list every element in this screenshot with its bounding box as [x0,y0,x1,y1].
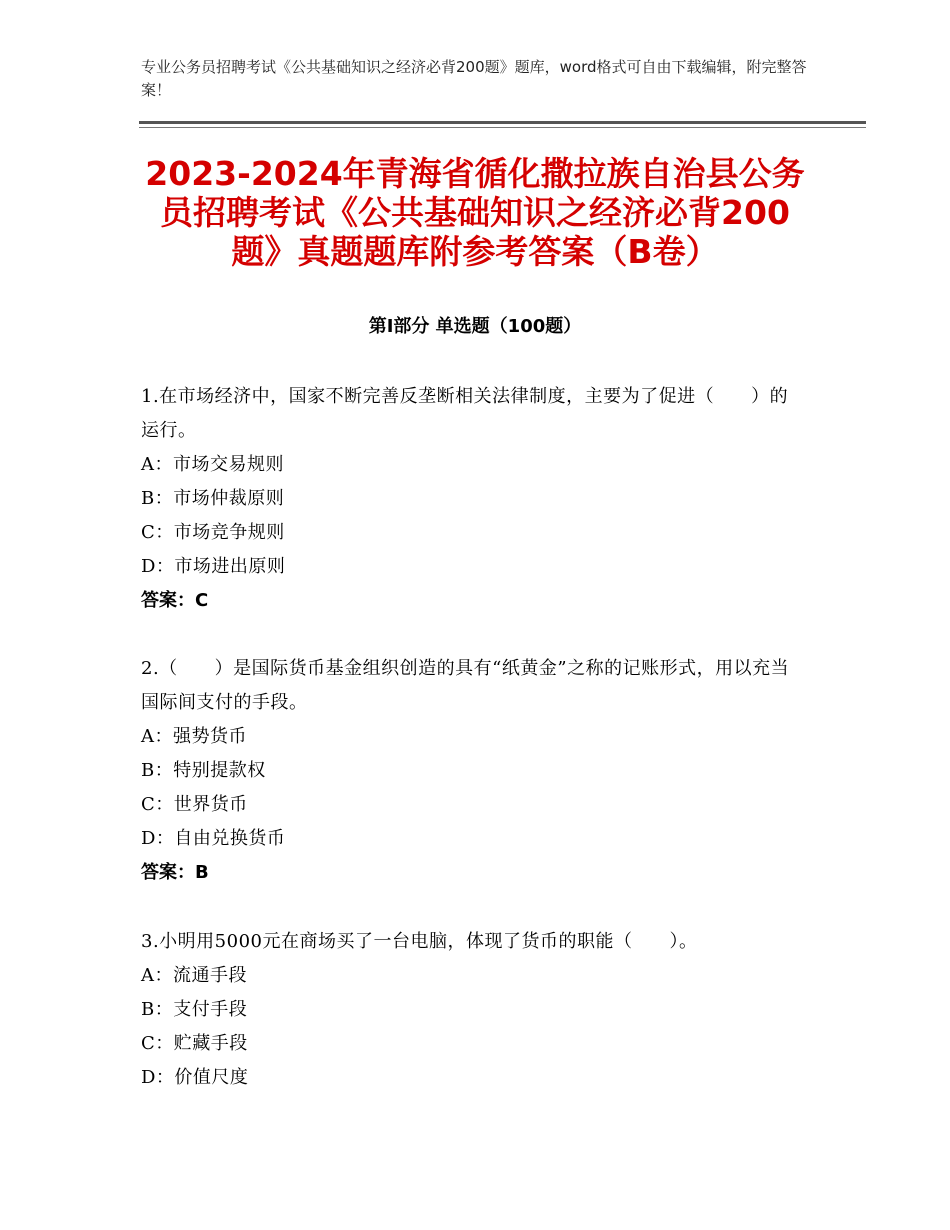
option-d: D：自由兑换货币 [141,828,286,849]
option-b: B：支付手段 [141,999,248,1020]
header-divider [139,121,866,124]
answer: 答案：B [141,862,209,883]
question-2 [141,652,801,890]
option-a: A：市场交易规则 [141,454,284,475]
section-title: 第Ⅰ部分 单选题（100题） [368,316,582,337]
option-c: C：市场竞争规则 [141,522,285,543]
document-header-note: 专业公务员招聘考试《公共基础知识之经济必背200题》题库，word格式可自由下载编辑，附完整答案！ [141,58,807,99]
option-a: A：强势货币 [141,726,247,747]
question-stem: 3.小明用5000元在商场买了一台电脑，体现了货币的职能（ ）。 [141,931,698,952]
question-3 [141,925,801,1095]
question-stem: 1.在市场经济中，国家不断完善反垄断相关法律制度，主要为了促进（ ）的运行。 [141,386,789,441]
question-1 [141,380,801,618]
answer: 答案：C [141,590,209,611]
option-c: C：贮藏手段 [141,1033,248,1054]
option-c: C：世界货币 [141,794,248,815]
option-d: D：市场进出原则 [141,556,286,577]
option-b: B：市场仲裁原则 [141,488,285,509]
question-stem: 2.（ ）是国际货币基金组织创造的具有“纸黄金”之称的记账形式，用以充当国际间支付的手段。 [141,658,790,713]
document-title: 2023-2024年青海省循化撒拉族自治县公务员招聘考试《公共基础知识之经济必背200题》真题题库附参考答案（B卷） [145,154,805,271]
header-divider-thin [139,127,866,128]
option-a: A：流通手段 [141,965,247,986]
option-b: B：特别提款权 [141,760,266,781]
option-d: D：价值尺度 [141,1067,249,1088]
